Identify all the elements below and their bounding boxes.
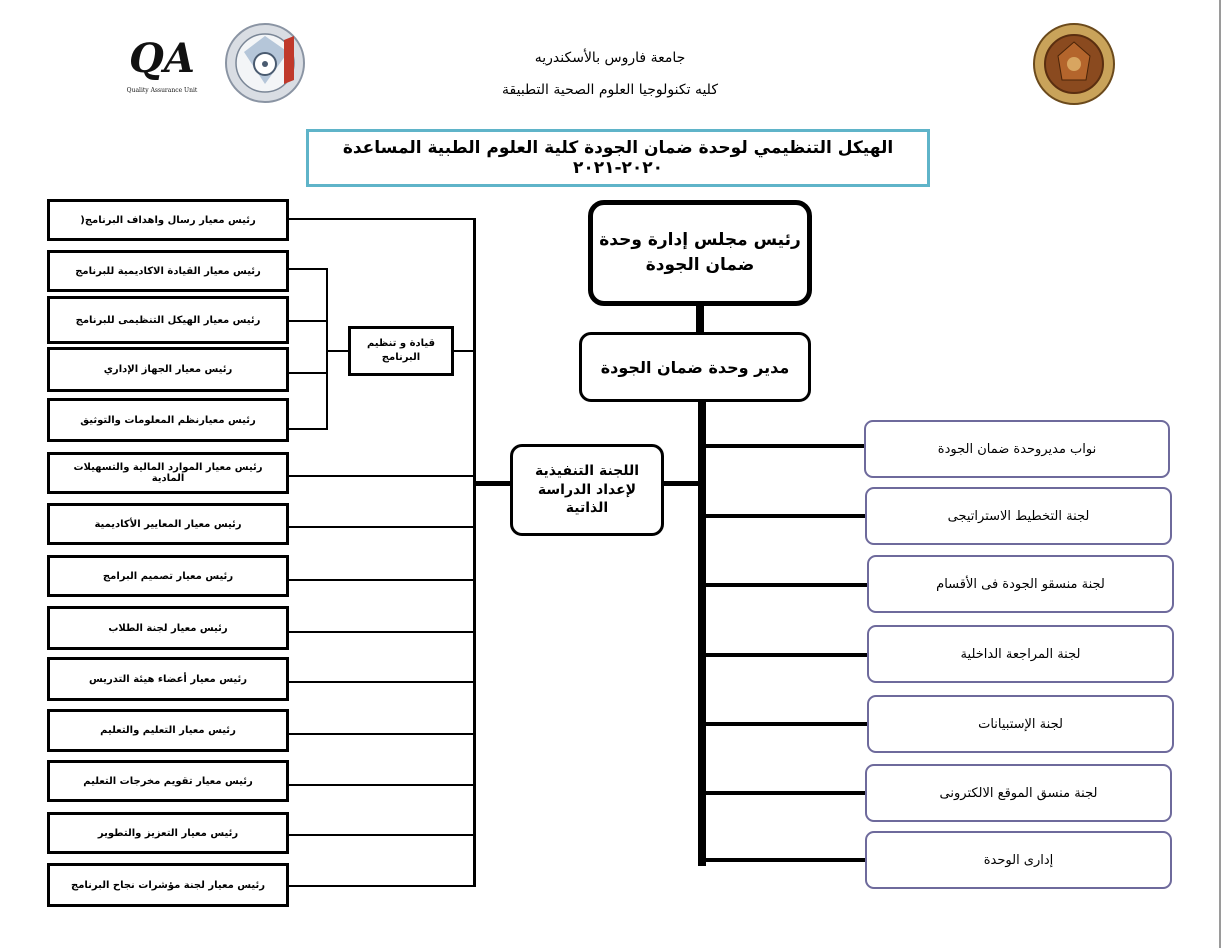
left-box-2: رئيس معيار القيادة الاكاديمية للبرنامج: [47, 250, 289, 292]
page-edge-line: [1219, 0, 1221, 948]
left-box-6: رئيس معيار الموارد المالية والتسهيلات المادية: [47, 452, 289, 494]
connector-left-9: [288, 631, 476, 633]
left-box-9: رئيس معيار لجنة الطلاب: [47, 606, 289, 650]
left-box-14: رئيس معيار لجنة مؤشرات نجاح البرنامج: [47, 863, 289, 907]
right-box-4: لجنة المراجعة الداخلية: [867, 625, 1174, 683]
right-box-7: إدارى الوحدة: [865, 831, 1172, 889]
left-box-11: رئيس معيار التعليم والتعليم: [47, 709, 289, 752]
left-box-7: رئيس معيار المعايير الأكاديمية: [47, 503, 289, 545]
faculty-name: كليه تكنولوجيا العلوم الصحية التطبيقة: [502, 82, 718, 98]
right-box-3: لجنة منسقو الجودة فى الأقسام: [867, 555, 1174, 613]
right-box-6: لجنة منسق الموقع الالكترونى: [865, 764, 1172, 822]
connector-left-6: [288, 475, 476, 477]
faculty-emblem: [224, 22, 306, 104]
leadership-group-box: قيادة و تنظيم البرنامج: [348, 326, 454, 376]
unit-manager-box: مدير وحدة ضمان الجودة: [579, 332, 811, 402]
right-box-1: نواب مديروحدة ضمان الجودة: [864, 420, 1170, 478]
connector-left-8: [288, 579, 476, 581]
left-box-13: رئيس معيار التعزيز والتطوير: [47, 812, 289, 854]
connector-lead-bracket: [326, 268, 328, 430]
connector-lead-bus: [452, 350, 476, 352]
left-box-8: رئيس معيار تصميم البرامج: [47, 555, 289, 597]
executive-committee-box: اللجنة التنفيذية لإعداد الدراسة الذاتية: [510, 444, 664, 536]
left-box-4: رئيس معيار الجهاز الإداري: [47, 347, 289, 392]
connector-right-3: [704, 583, 868, 587]
university-name: جامعة فاروس بالأسكندريه: [534, 50, 686, 66]
qa-logo: [118, 28, 206, 98]
connector-lead-4: [288, 372, 328, 374]
connector-left-13: [288, 834, 476, 836]
university-seal: [1032, 22, 1116, 106]
connector-exec: [662, 481, 702, 486]
connector-left-14: [288, 885, 476, 887]
connector-lead-3: [288, 320, 328, 322]
connector-lead-5: [288, 428, 328, 430]
svg-text:QA: QA: [129, 35, 195, 82]
connector-lead-group: [326, 350, 350, 352]
connector-left-10: [288, 681, 476, 683]
connector-right-4: [704, 653, 868, 657]
connector-right-7: [704, 858, 868, 862]
left-box-1: رئيس معيار رسال واهداف البرنامج(: [47, 199, 289, 241]
faculty-emblem-graphic: [224, 22, 306, 104]
left-box-12: رئيس معيار تقويم مخرجات التعليم: [47, 760, 289, 802]
right-box-5: لجنة الإستبيانات: [867, 695, 1174, 753]
left-box-3: رئيس معيار الهيكل التنظيمى للبرنامج: [47, 296, 289, 344]
connector-left-1: [288, 218, 476, 220]
connector-right-1: [704, 444, 866, 448]
chart-title: الهيكل التنظيمي لوحدة ضمان الجودة كلية العلوم الطبية المساعدة ٢٠٢٠-٢٠٢١: [306, 129, 930, 187]
connector-right-5: [704, 722, 868, 726]
connector-spine-main: [698, 400, 706, 866]
qa-logo-graphic: [118, 28, 206, 98]
university-seal-graphic: [1032, 22, 1116, 106]
board-head-box: رئيس مجلس إدارة وحدة ضمان الجودة: [588, 200, 812, 306]
connector-right-6: [704, 791, 868, 795]
left-box-5: رئيس معيارنظم المعلومات والتوثيق: [47, 398, 289, 442]
left-box-10: رئيس معيار أعضاء هيئة التدريس: [47, 657, 289, 701]
connector-exec-left: [473, 481, 513, 486]
connector-left-7: [288, 526, 476, 528]
connector-left-11: [288, 733, 476, 735]
connector-spine-top: [696, 304, 704, 334]
right-box-2: لجنة التخطيط الاستراتيجى: [865, 487, 1172, 545]
connector-lead-2: [288, 268, 328, 270]
connector-left-12: [288, 784, 476, 786]
connector-right-2: [704, 514, 866, 518]
svg-text:Quality Assurance Unit: Quality Assurance Unit: [126, 87, 198, 94]
